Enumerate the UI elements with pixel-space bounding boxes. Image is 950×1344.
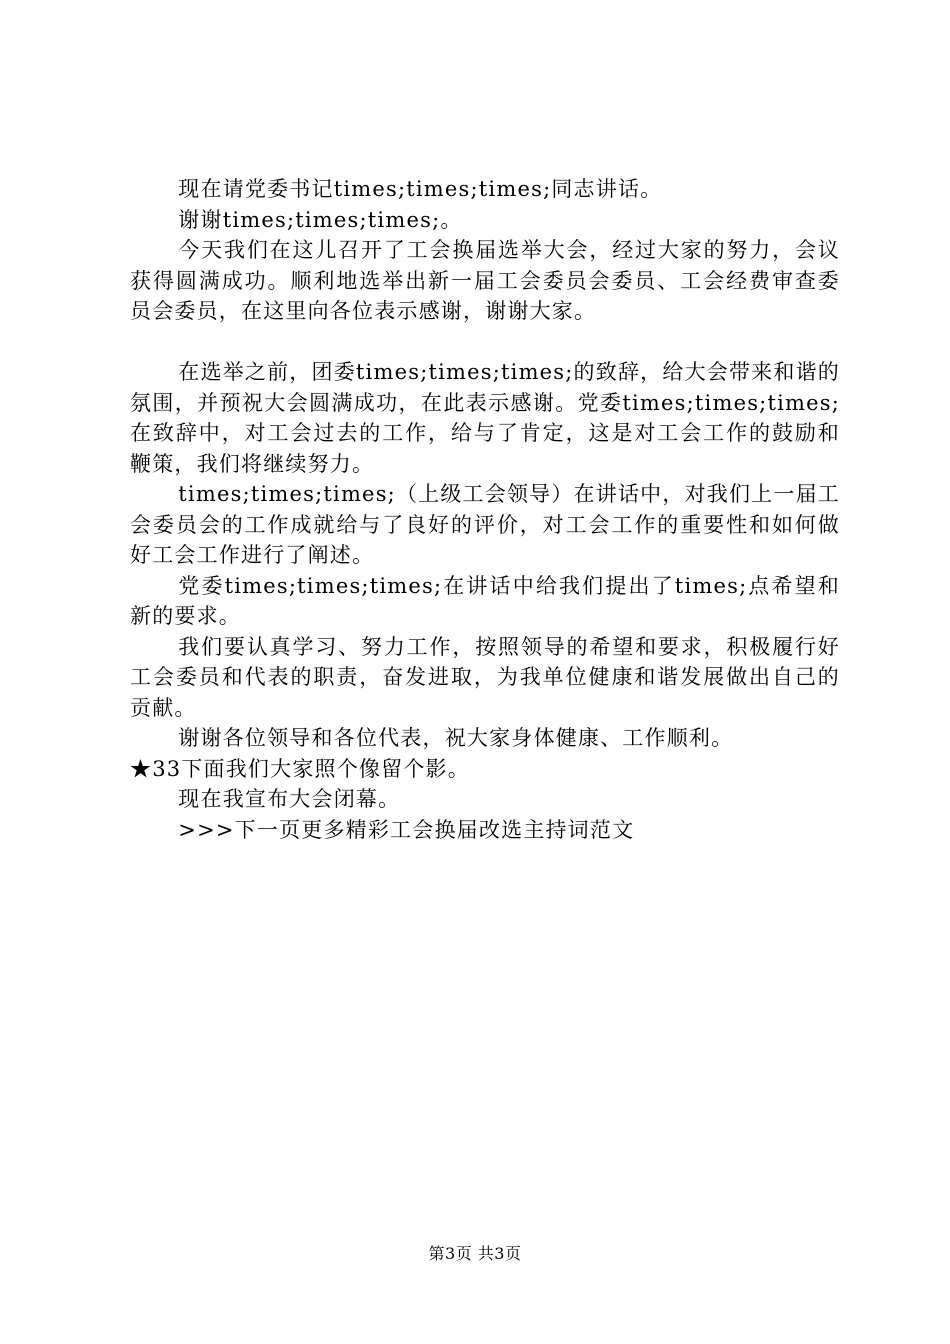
next-page-link[interactable]: >>>下一页更多精彩工会换届改选主持词范文: [178, 817, 635, 842]
document-body: [130, 174, 840, 845]
paragraph-party-committee-hopes: 党委times;times;times;在讲话中给我们提出了times;点希望和新的要求。: [130, 573, 840, 628]
paragraph-meeting-success: 今天我们在这儿召开了工会换届选举大会，经过大家的努力，会议获得圆满成功。顺利地选举出新一届工会委员会委员、工会经费审查委员会委员，在这里向各位表示感谢，谢谢大家。: [130, 238, 840, 323]
paragraph-secretary-speech: 现在请党委书记times;times;times;同志讲话。: [178, 177, 663, 201]
paragraph-closing-announcement: 现在我宣布大会闭幕。: [178, 787, 401, 811]
page-number-footer: 第3页 共3页: [428, 1244, 522, 1263]
paragraph-youth-league-address: 在选举之前，团委times;times;times;的致辞，给大会带来和谐的氛围，并预祝大会圆满成功，在此表示感谢。党委times;times;times;在致辞中，对工会过去的工作，给与了肯定，这是对工会工作的鼓励和鞭策，我们将继续努力。: [130, 360, 840, 476]
paragraph-union-leader-speech: times;times;times;（上级工会领导）在讲话中，对我们上一届工会委员会的工作成就给与了良好的评价，对工会工作的重要性和如何做好工会工作进行了阐述。: [130, 482, 840, 567]
paragraph-group-photo: ★33下面我们大家照个像留个影。: [130, 756, 470, 781]
paragraph-closing-thanks: 谢谢各位领导和各位代表，祝大家身体健康、工作顺利。: [178, 726, 734, 750]
paragraph-commitment: 我们要认真学习、努力工作，按照领导的希望和要求，积极履行好工会委员和代表的职责，奋发进取，为我单位健康和谐发展做出自己的贡献。: [130, 634, 840, 720]
paragraph-thanks: 谢谢times;times;times;。: [178, 207, 463, 232]
